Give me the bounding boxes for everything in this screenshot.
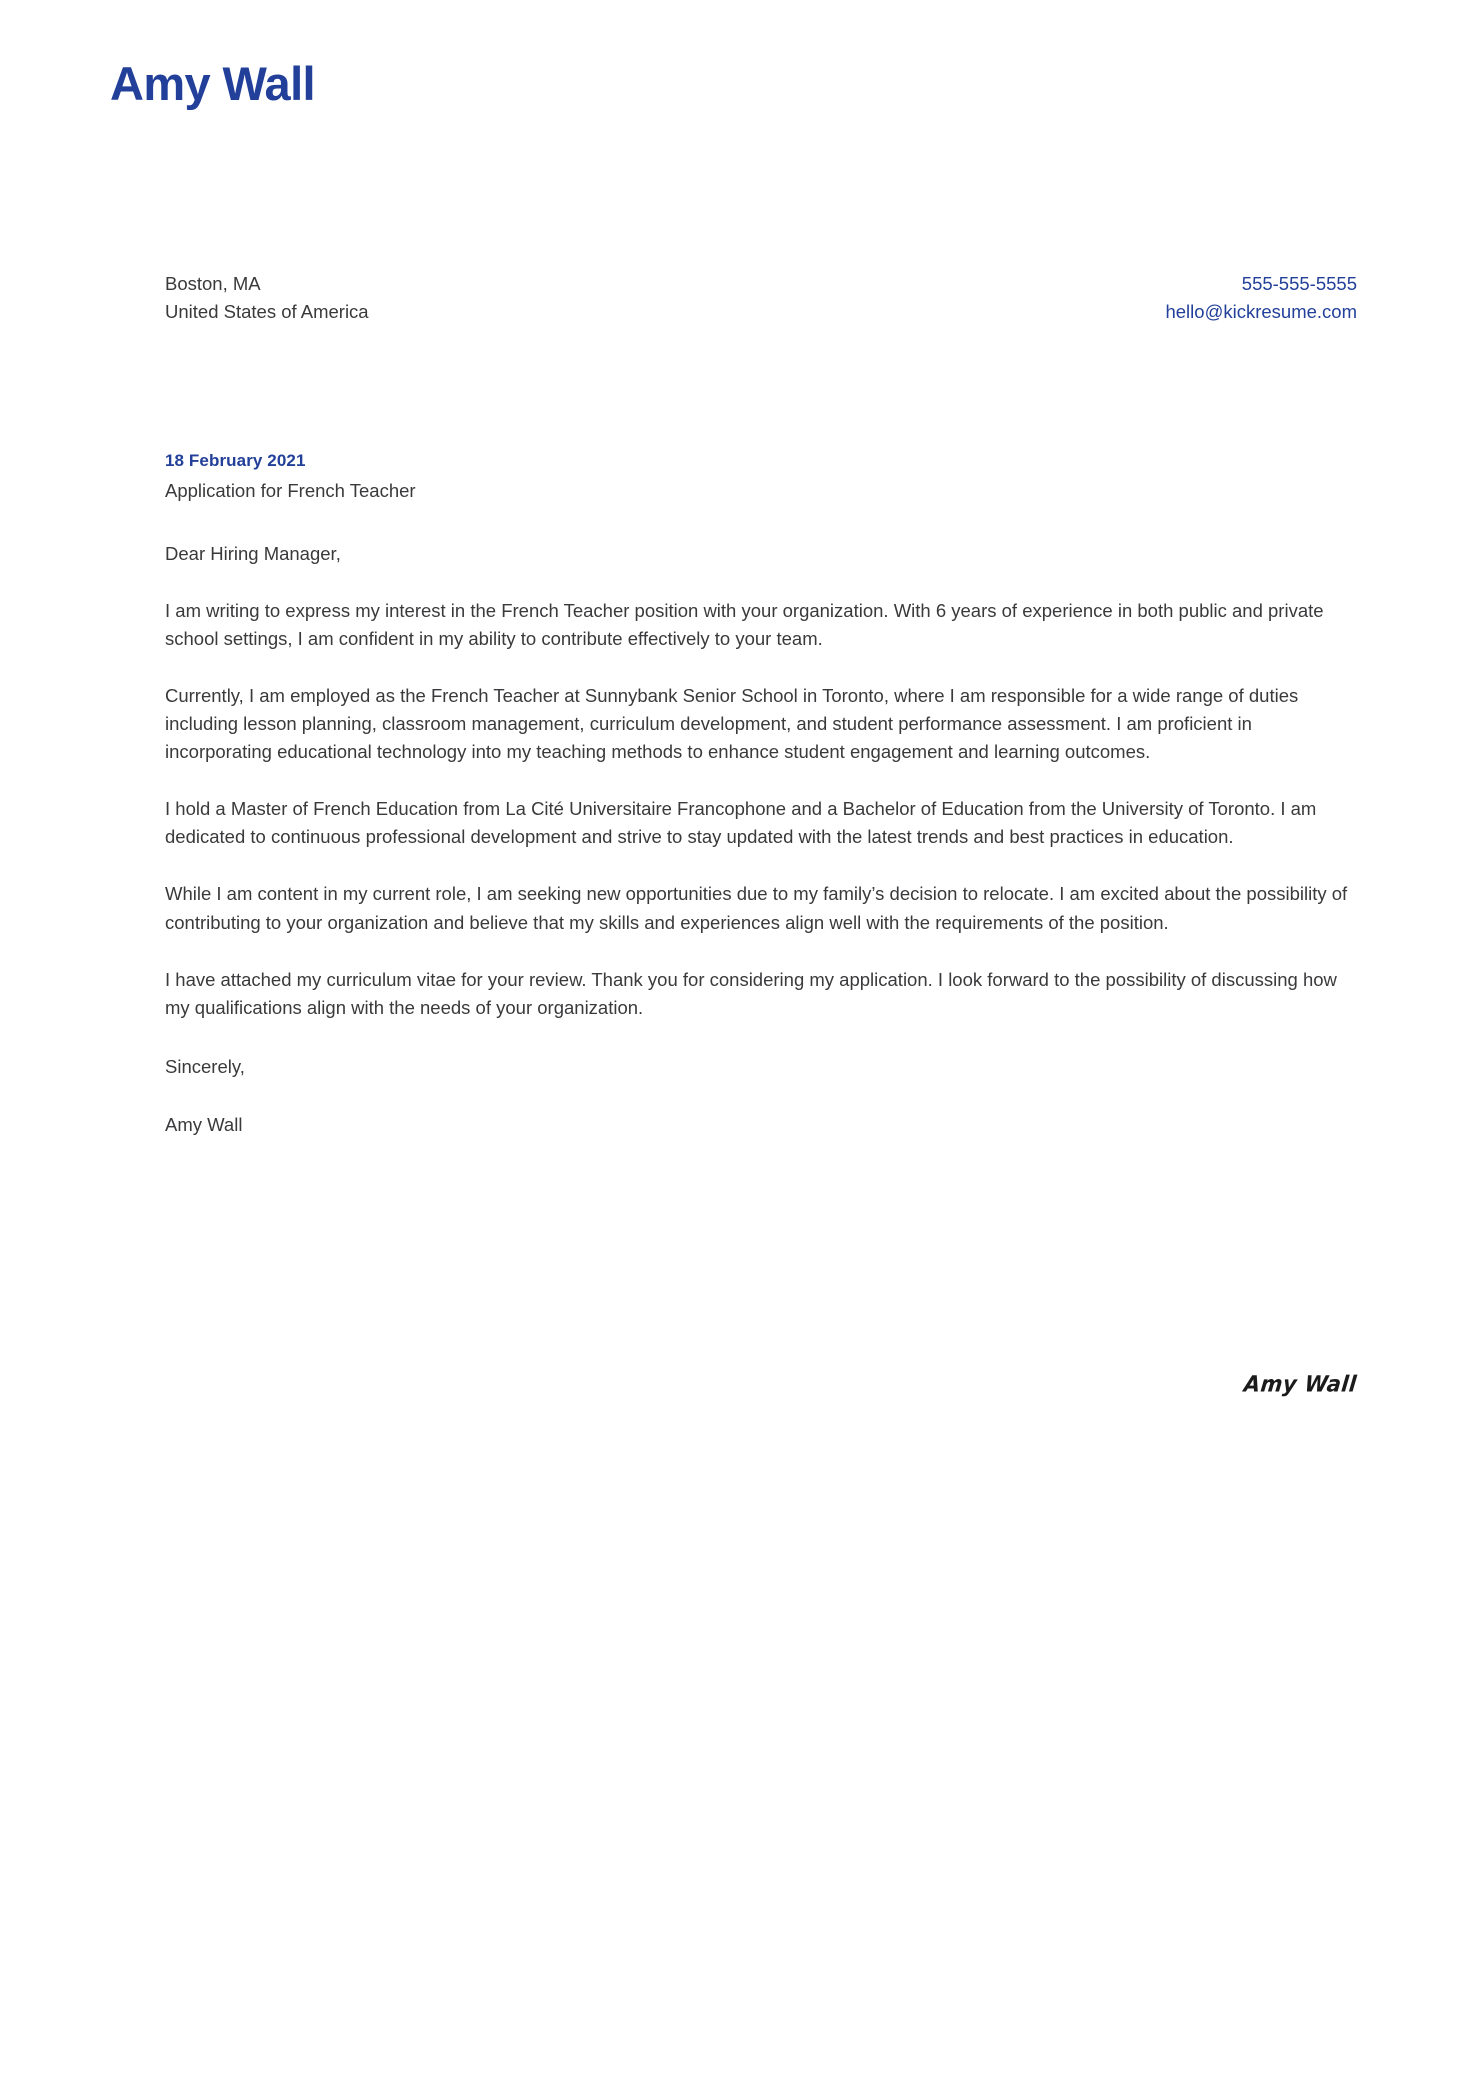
page-title: Amy Wall (110, 57, 316, 110)
letter-paragraph: While I am content in my current role, I am seeking new opportunities due to my family’s decision to relocate. I am excited about the possibility of contributing to your organization and believe that my skills and experiences align well with the requirements of the position. (165, 883, 1348, 933)
contact-address (165, 270, 369, 326)
contact-phone[interactable]: 555-555-5555 (1241, 273, 1357, 294)
letter-paragraph: Currently, I am employed as the French Teacher at Sunnybank Senior School in Toronto, where I am responsible for a wide range of duties including lesson planning, classroom management, curriculum development, and student performance assessment. I am proficient in incorporating educational technology into my teaching methods to enhance student engagement and learning outcomes. (165, 684, 1299, 763)
letter-salutation: Dear Hiring Manager, (165, 542, 341, 564)
letter-paragraph: I hold a Master of French Education from La Cité Universitaire Francophone and a Bachelor of Education from the University of Toronto. I am dedicated to continuous professional development and strive to stay updated with the latest trends and best practices in education. (165, 798, 1317, 848)
letter-paragraph: I am writing to express my interest in the French Teacher position with your organization. With 6 years of experience in both public and private school settings, I am confident in my ability to contribute effectively to your team. (165, 599, 1324, 649)
letter-closing: Sincerely, (165, 1055, 245, 1077)
contact-email[interactable]: hello@kickresume.com (1165, 301, 1357, 323)
letter-date: 18 February 2021 (165, 451, 306, 470)
contact-details (165, 270, 1357, 326)
handwritten-signature: Amy Wall (1243, 1371, 1359, 1397)
letter-paragraph: I have attached my curriculum vitae for your review. Thank you for considering my application. I look forward to the possibility of discussing how my qualifications align with the needs of your organization. (165, 968, 1337, 1018)
contact-country: United States of America (165, 301, 369, 323)
contact-channels (1165, 270, 1357, 326)
letter-body (165, 450, 1357, 1139)
letter-subject: Application for French Teacher (165, 480, 416, 502)
signature-area (165, 1372, 1357, 1396)
letter-signoff-name: Amy Wall (165, 1113, 243, 1135)
contact-city-state: Boston, MA (165, 273, 261, 294)
